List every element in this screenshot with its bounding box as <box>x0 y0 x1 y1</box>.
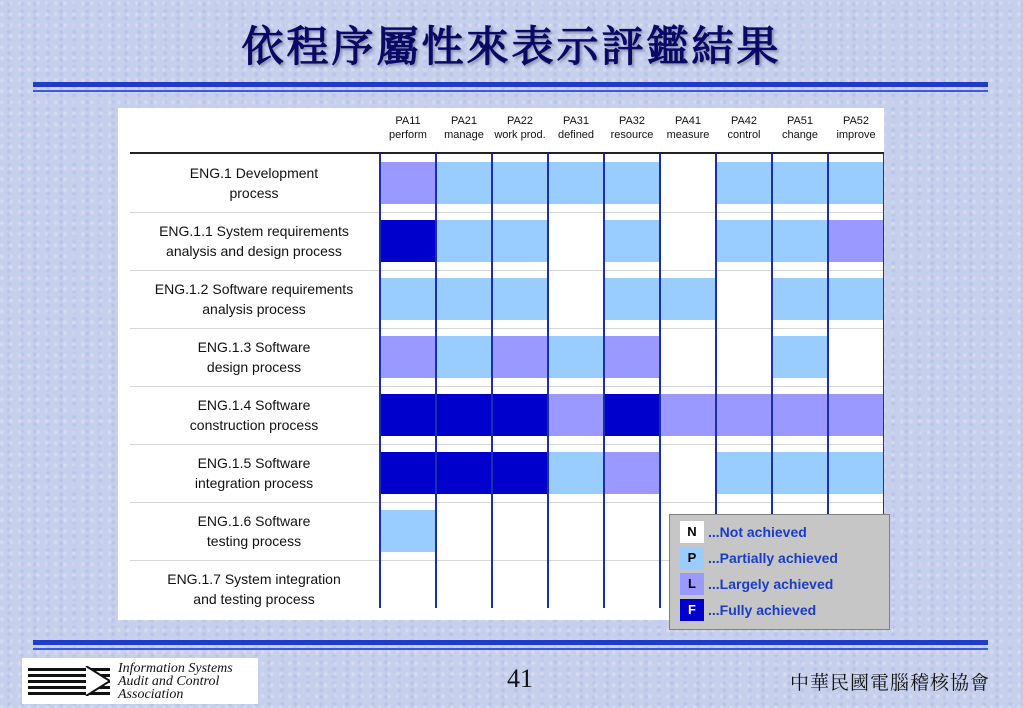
footer-divider-thin <box>33 648 988 650</box>
process-label-line-2: design process <box>206 359 302 375</box>
process-label-line-2: testing process <box>206 533 302 549</box>
process-label-line-2: process <box>229 185 279 201</box>
rating-cell <box>660 162 716 204</box>
column-header <box>380 108 436 154</box>
rating-cell <box>604 220 660 262</box>
rating-cell <box>380 568 436 610</box>
rating-cell <box>660 394 716 436</box>
column-header <box>772 108 828 154</box>
rating-cell <box>604 162 660 204</box>
process-label-line-1: ENG.1.4 Software <box>197 397 311 413</box>
page-number: 41 <box>507 664 533 693</box>
isaca-logo <box>22 658 258 704</box>
rating-cell <box>380 336 436 378</box>
rating-cell <box>492 394 548 436</box>
column-subtitle: defined <box>557 129 595 141</box>
legend-label: ...Not achieved <box>708 524 807 540</box>
rating-cell <box>772 336 828 378</box>
rating-cell <box>548 336 604 378</box>
rating-cell <box>828 162 884 204</box>
process-label-line-1: ENG.1.6 Software <box>197 513 311 529</box>
column-divider <box>435 154 437 608</box>
rating-cell <box>828 452 884 494</box>
column-divider <box>547 154 549 608</box>
legend-swatch: F <box>680 599 704 621</box>
process-label-line-1: ENG.1.3 Software <box>197 339 311 355</box>
rating-cell <box>548 510 604 552</box>
column-id: PA21 <box>450 115 478 127</box>
rating-cell <box>492 162 548 204</box>
rating-cell <box>380 510 436 552</box>
logo-stripes-icon <box>28 666 110 696</box>
column-id: PA52 <box>842 115 870 127</box>
column-subtitle: perform <box>389 129 427 141</box>
rating-cell <box>380 162 436 204</box>
legend-swatch: L <box>680 573 704 595</box>
column-id: PA42 <box>730 115 758 127</box>
rating-cell <box>548 278 604 320</box>
slide-title: 依程序屬性來表示評鑑結果 <box>241 22 782 71</box>
rating-cell <box>716 394 772 436</box>
legend-item <box>680 521 880 543</box>
rating-cell <box>548 394 604 436</box>
column-header <box>492 108 548 154</box>
rating-cell <box>604 510 660 552</box>
rating-cell <box>828 278 884 320</box>
organization-name: 中華民國電腦稽核協會 <box>789 672 990 694</box>
rating-cell <box>436 162 492 204</box>
process-label-line-2: analysis process <box>202 301 306 317</box>
rating-cell <box>548 452 604 494</box>
column-divider <box>659 154 661 608</box>
column-divider <box>379 154 381 608</box>
rating-cell <box>548 162 604 204</box>
logo-line-3: Association <box>118 687 184 702</box>
column-id: PA41 <box>674 115 702 127</box>
rating-cell <box>772 452 828 494</box>
rating-cell <box>492 510 548 552</box>
rating-cell <box>604 394 660 436</box>
process-label <box>130 560 378 618</box>
rating-cell <box>772 162 828 204</box>
column-id: PA22 <box>506 115 534 127</box>
process-label-line-2: and testing process <box>193 591 315 607</box>
process-label <box>130 502 378 560</box>
process-label <box>130 328 378 386</box>
column-subtitle: measure <box>666 129 710 141</box>
column-id: PA31 <box>562 115 590 127</box>
rating-cell <box>660 278 716 320</box>
process-label-line-2: integration process <box>194 475 314 491</box>
rating-cell <box>548 568 604 610</box>
legend-label: ...Partially achieved <box>708 550 838 566</box>
rating-cell <box>716 220 772 262</box>
footer-divider <box>33 640 988 645</box>
column-divider <box>491 154 493 608</box>
process-label-line-1: ENG.1.1 System requirements <box>159 223 349 239</box>
column-subtitle: manage <box>444 129 484 141</box>
legend-item <box>680 547 880 569</box>
process-label-line-1: ENG.1.7 System integration <box>167 571 341 587</box>
rating-cell <box>436 220 492 262</box>
rating-cell <box>380 278 436 320</box>
legend-swatch: P <box>680 547 704 569</box>
rating-cell <box>436 336 492 378</box>
column-id: PA11 <box>395 115 421 127</box>
rating-cell <box>492 568 548 610</box>
logo-wordmark <box>118 662 256 701</box>
rating-cell <box>492 220 548 262</box>
column-subtitle: improve <box>836 129 876 141</box>
column-subtitle: resource <box>610 129 654 141</box>
legend-label: ...Largely achieved <box>708 576 834 592</box>
process-label <box>130 444 378 502</box>
process-label <box>130 270 378 328</box>
logo-line-1: Information Systems <box>118 661 233 676</box>
rating-cell <box>716 452 772 494</box>
column-header <box>548 108 604 154</box>
process-label-line-2: analysis and design process <box>166 243 342 259</box>
rating-cell <box>380 394 436 436</box>
rating-cell <box>828 394 884 436</box>
process-label-line-1: ENG.1.2 Software requirements <box>154 281 354 297</box>
rating-cell <box>436 394 492 436</box>
rating-cell <box>772 220 828 262</box>
process-label-line-2: construction process <box>189 417 319 433</box>
rating-cell <box>492 452 548 494</box>
column-header <box>436 108 492 154</box>
column-subtitle: control <box>727 129 761 141</box>
column-subtitle: work prod. <box>494 129 546 141</box>
rating-cell <box>492 336 548 378</box>
rating-cell <box>660 452 716 494</box>
logo-line-2: Audit and Control <box>118 674 220 689</box>
rating-cell <box>772 278 828 320</box>
title-divider-thin <box>33 90 988 92</box>
process-label-line-1: ENG.1 Development <box>189 165 319 181</box>
title-divider <box>33 82 988 87</box>
legend-label: ...Fully achieved <box>708 602 817 618</box>
rating-cell <box>604 452 660 494</box>
rating-cell <box>772 394 828 436</box>
rating-cell <box>436 510 492 552</box>
column-header <box>828 108 884 154</box>
column-divider <box>603 154 605 608</box>
rating-cell <box>660 336 716 378</box>
column-header <box>716 108 772 154</box>
rating-cell <box>436 568 492 610</box>
rating-cell <box>548 220 604 262</box>
rating-legend <box>669 514 890 630</box>
rating-cell <box>660 220 716 262</box>
process-label <box>130 212 378 270</box>
rating-cell <box>716 336 772 378</box>
legend-item <box>680 599 880 621</box>
rating-cell <box>604 336 660 378</box>
column-header <box>604 108 660 154</box>
rating-cell <box>716 278 772 320</box>
column-subtitle: change <box>781 129 819 141</box>
rating-cell <box>380 220 436 262</box>
column-id: PA51 <box>786 115 814 127</box>
rating-cell <box>604 278 660 320</box>
legend-item <box>680 573 880 595</box>
process-label <box>130 386 378 444</box>
rating-cell <box>436 452 492 494</box>
rating-cell <box>380 452 436 494</box>
legend-swatch: N <box>680 521 704 543</box>
rating-cell <box>716 162 772 204</box>
process-label-line-1: ENG.1.5 Software <box>197 455 311 471</box>
process-label <box>130 154 378 212</box>
column-header <box>660 108 716 154</box>
rating-cell <box>828 336 884 378</box>
rating-cell <box>436 278 492 320</box>
rating-cell <box>604 568 660 610</box>
column-id: PA32 <box>618 115 646 127</box>
rating-cell <box>828 220 884 262</box>
rating-cell <box>492 278 548 320</box>
